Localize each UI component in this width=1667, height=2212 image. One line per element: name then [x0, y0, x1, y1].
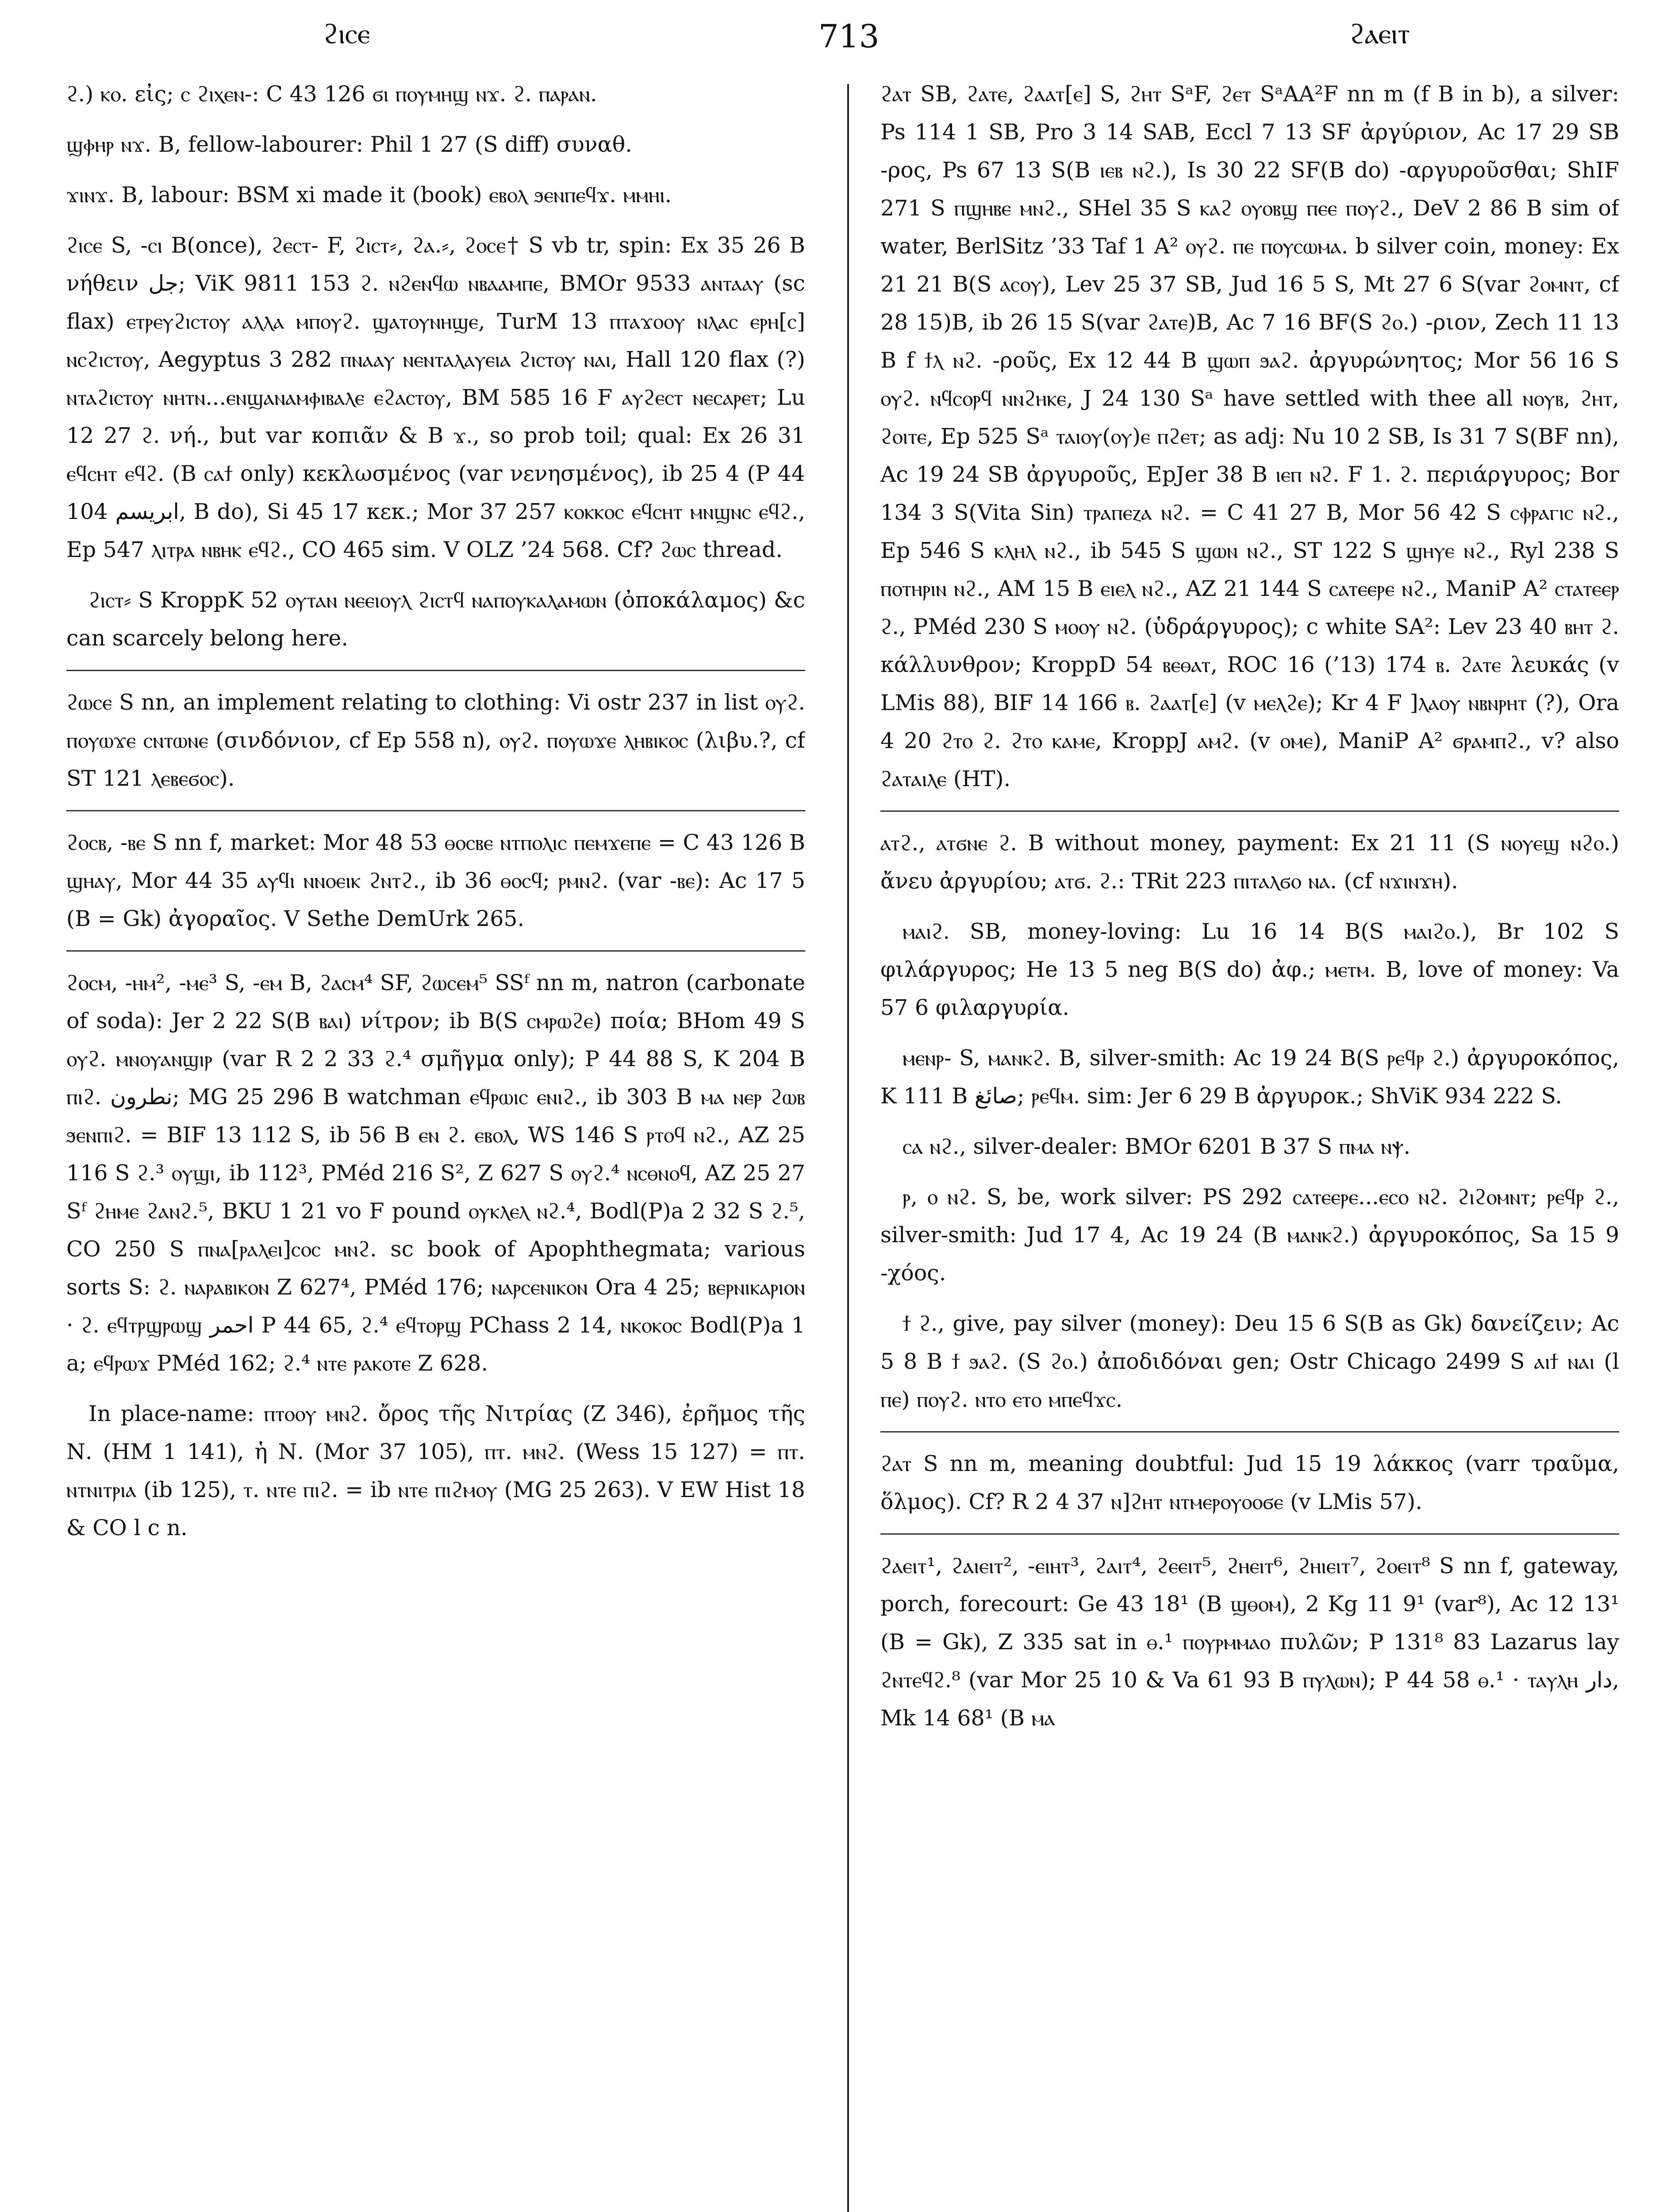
dictionary-entry: ⲙⲁⲓϩ. SB, money-loving: Lu 16 14 B(S ⲙⲁⲓϩⲟ.), Br 102 S φιλάργυρος; He 13 5 neg B(S do) ἀφ.; ⲙⲉⲧⲙ. B, love of money: Va 57 6 φιλαργυρία. — [880, 919, 1619, 1020]
entry-separator — [66, 810, 805, 811]
column-divider — [847, 84, 849, 2212]
dictionary-entry: ϩⲓⲥⲧ⸗ S KroppK 52 ⲟⲩⲧⲁⲛ ⲛⲉⲉⲓⲟⲩⲗ ϩⲓⲥⲧϥ ⲛⲁⲡⲟⲩⲕⲁⲗⲁⲙⲱⲛ (ὀποκάλαμος) &c can scarcely belong here. — [66, 588, 805, 651]
running-head — [66, 18, 1601, 66]
entry-separator — [66, 950, 805, 952]
dictionary-entry: ϩⲟⲥⲙ, -ⲏⲙ², -ⲙⲉ³ S, -ⲉⲙ B, ϩⲁⲥⲙ⁴ SF, ϩⲱⲥⲉⲙ⁵ SSᶠ nn m, natron (carbonate of soda): Jer 2 22 S(B ⲃⲁⲓ) νίτρον; ib B(S ⲥⲙⲣⲱϩⲉ) ποία; BHom 49 S ⲟⲩϩ. ⲙⲛⲟⲩⲁⲛϣⲓⲣ (var R 2 2 33 ϩ.⁴ σμῆγμα only); P 44 88 S, K 204 B ⲡⲓϩ. نطرون; MG 25 296 B watchman ⲉϥⲣⲱⲓⲥ ⲉⲛⲓϩ., ib 303 B ⲙⲁ ⲛⲉⲣ ϩⲱⲃ ϧⲉⲛⲡⲓϩ. = BIF 13 112 S, ib 56 B ⲉⲛ ϩ. ⲉⲃⲟⲗ, WS 146 S ⲣⲧⲟϥ ⲛϩ., AZ 25 116 S ϩ.³ ⲟⲩϣⲓ, ib 112³, PMéd 216 S², Z 627 S ⲟⲩϩ.⁴ ⲛⲥⲑⲛⲟϥ, AZ 25 27 Sᶠ ϩⲏⲙⲉ ϩⲁⲛϩ.⁵, BKU 1 21 vo F pound ⲟⲩⲕⲗⲉⲗ ⲛϩ.⁴, Bodl(P)a 2 32 S ϩ.⁵, CO 250 S ⲡⲛⲁ[ⲣⲁⲗⲉⲓ]ⲥⲟⲥ ⲙⲛϩ. sc book of Apophthegmata; various sorts S: ϩ. ⲛⲁⲣⲁⲃⲓⲕⲟⲛ Z 627⁴, PMéd 176; ⲛⲁⲣⲥⲉⲛⲓⲕⲟⲛ Ora 4 25; ⲃⲉⲣⲛⲓⲕⲁⲣⲓⲟⲛ · ϩ. ⲉϥⲧⲣϣⲣⲱϣ احمر P 44 65, ϩ.⁴ ⲉϥⲧⲟⲣϣ PChass 2 14, ⲛⲕⲟⲕⲟⲥ Bodl(P)a 1 a; ⲉϥⲣⲱϫ PMéd 162; ϩ.⁴ ⲛⲧⲉ ⲣⲁⲕⲟⲧⲉ Z 628. — [66, 970, 805, 1376]
dictionary-entry: In place-name: ⲡⲧⲟⲟⲩ ⲙⲛϩ. ὄρος τῆς Νιτρίας (Z 346), ἐρῆμος τῆς Ν. (HM 1 141), ἡ Ν. (Mor 37 105), ⲡⲧ. ⲙⲛϩ. (Wess 15 127) = ⲡⲧ. ⲛⲧⲛⲓⲧⲣⲓⲁ (ib 125), ⲧ. ⲛⲧⲉ ⲡⲓϩ. = ib ⲛⲧⲉ ⲡⲓϩⲙⲟⲩ (MG 25 263). V EW Hist 18 & CO l c n. — [66, 1401, 805, 1540]
left-column — [66, 75, 805, 2212]
entry-separator — [880, 810, 1619, 812]
dictionary-entry: ϩⲁⲧ S nn m, meaning doubtful: Jud 15 19 λάκκος (varr τραῦμα, ὅλμος). Cf? R 2 4 37 ⲛ]ϩⲏⲧ ⲛⲧⲙⲉⲣⲟⲩⲟⲟϭⲉ (v LMis 57). — [880, 1451, 1619, 1514]
dictionary-entry: ϩⲁⲉⲓⲧ¹, ϩⲁⲓⲉⲓⲧ², -ⲉⲓⲏⲧ³, ϩⲁⲓⲧ⁴, ϩⲉⲉⲓⲧ⁵, ϩⲏⲉⲓⲧ⁶, ϩⲏⲓⲉⲓⲧ⁷, ϩⲟⲉⲓⲧ⁸ S nn f, gateway, porch, forecourt: Ge 43 18¹ (B ϣⲑⲟⲙ), 2 Kg 11 9¹ (var⁸), Ac 12 13¹ (B = Gk), Z 335 sat in ⲑ.¹ ⲡⲟⲩⲣⲙⲙⲁⲟ πυλῶν; P 131⁸ 83 Lazarus lay ϩⲛⲧⲉϥϩ.⁸ (var Mor 25 10 & Va 61 93 B ⲡⲩⲗⲱⲛ); P 44 58 ⲑ.¹ · ⲧⲁⲩⲗⲏ دار, Mk 14 68¹ (B ⲙⲁ — [880, 1553, 1619, 1731]
entry-separator — [880, 1431, 1619, 1432]
left-running-headword: ϩⲓⲥⲉ — [323, 18, 370, 50]
dictionary-entry: ϫⲓⲛϫ. B, labour: BSM xi made it (book) ⲉⲃⲟⲗ ϧⲉⲛⲡⲉϥϫ. ⲙⲙⲏⲓ. — [66, 182, 672, 207]
dictionary-entry: ϩⲟⲥⲃ, -ⲃⲉ S nn f, market: Mor 48 53 ⲑⲟⲥⲃⲉ ⲛⲧⲡⲟⲗⲓⲥ ⲡⲉⲙϫⲉⲡⲉ = C 43 126 B ϣⲏⲁⲩ, Mor 44 35 ⲁⲩϥⲓ ⲛⲛⲟⲉⲓⲕ ϩⲛⲧϩ., ib 36 ⲑⲟⲥϥ; ⲣⲙⲛϩ. (var -ⲃⲉ): Ac 17 5 (B = Gk) ἀγοραῖος. V Sethe DemUrk 265. — [66, 830, 805, 931]
entry-separator — [880, 1533, 1619, 1535]
right-column — [880, 75, 1619, 2212]
dictionary-entry: ⲁⲧϩ., ⲁⲧϭⲛⲉ ϩ. B without money, payment: Ex 21 11 (S ⲛⲟⲩⲉϣ ⲛϩⲟ.) ἄνευ ἀργυρίου; ⲁⲧϭ. ϩ.: TRit 223 ⲡⲓⲧⲁⲗϭⲟ ⲛⲁ. (cf ⲛϫⲓⲛϫⲏ). — [880, 830, 1619, 894]
dictionary-entry: ϩ.) ⲕⲟ. εἰς; ⲥ ϩⲓⲭⲉⲛ-: C 43 126 ϭⲓ ⲡⲟⲩⲙⲏϣ ⲛϫ. ϩ. ⲡⲁⲣⲁⲛ. — [66, 81, 597, 107]
dictionary-entry: ϩⲱⲥⲉ S nn, an implement relating to clothing: Vi ostr 237 in list ⲟⲩϩ. ⲡⲟⲩⲱϫⲉ ⲥⲛⲧⲱⲛⲉ (σινδόνιον, cf Ep 558 n), ⲟⲩϩ. ⲡⲟⲩⲱϫⲉ ⲗⲏⲃⲓⲕⲟⲥ (λιβυ.?, cf ST 121 ⲗⲉⲃⲉϭⲟⲥ). — [66, 690, 805, 791]
dictionary-entry: ϣⲫⲏⲣ ⲛϫ. B, fellow-labourer: Phil 1 27 (S diff) συναθ. — [66, 132, 632, 157]
dictionary-entry: ⲣ, ⲟ ⲛϩ. S, be, work silver: PS 292 ⲥⲁⲧⲉⲉⲣⲉ...ⲉⲥⲟ ⲛϩ. ϩⲓϩⲟⲙⲛⲧ; ⲣⲉϥⲣ ϩ., silver-smith: Jud 17 4, Ac 19 24 (B ⲙⲁⲛⲕϩ.) ἀργυροκόπος, Sa 15 9 -χόος. — [880, 1184, 1619, 1286]
page-number: 713 — [818, 18, 880, 55]
entry-separator — [66, 670, 805, 671]
dictionary-entry: ϩⲁⲧ SB, ϩⲁⲧⲉ, ϩⲁⲁⲧ[ⲉ] S, ϩⲏⲧ SᵃF, ϩⲉⲧ SᵃAA²F nn m (f B in b), a silver: Ps 114 1 SB, Pro 3 14 SAB, Eccl 7 13 SF ἀργύριον, Ac 17 29 SB -ρος, Ps 67 13 S(B ⲓⲉⲃ ⲛϩ.), Is 30 22 SF(B do) -αργυροῦσθαι; ShIF 271 S ⲡϣⲏⲃⲉ ⲙⲛϩ., SHel 35 S ⲕⲁϩ ⲟⲩⲟⲃϣ ⲡⲉⲉ ⲡⲟⲩϩ., DeV 2 86 B sim of water, BerlSitz ’33 Taf 1 A² ⲟⲩϩ. ⲡⲉ ⲡⲟⲩⲥⲱⲙⲁ. b silver coin, money: Ex 21 21 B(S ⲁⲥⲟⲩ), Lev 25 37 SB, Jud 16 5 S, Mt 27 6 S(var ϩⲟⲙⲛⲧ, cf 28 15)B, ib 26 15 S(var ϩⲁⲧⲉ)B, Ac 7 16 BF(S ϩⲟ.) -ριον, Zech 11 13 B f ϯⲗ ⲛϩ. -ροῦς, Ex 12 44 B ϣⲱⲡ ϧⲁϩ. ἀργυρώνητος; Mor 56 16 S ⲟⲩϩ. ⲛϥⲥⲟⲣϥ ⲛⲛϩⲏⲕⲉ, J 24 130 Sᵃ have settled with thee all ⲛⲟⲩⲃ, ϩⲏⲧ, ϩⲟⲓⲧⲉ, Ep 525 Sᵃ ⲧⲁⲓⲟⲩ(ⲟⲩ)ⲉ ⲡϩⲉⲧ; as adj: Nu 10 2 SB, Is 31 7 S(BF nn), Ac 19 24 SB ἀργυροῦς, EpJer 38 B ⲓⲉⲡ ⲛϩ. F 1. ϩ. περιάργυρος; Bor 134 3 S(Vita Sin) ⲧⲣⲁⲡⲉⲍⲁ ⲛϩ. = C 41 27 B, Mor 56 42 S ⲥⲫⲣⲁⲅⲓⲥ ⲛϩ., Ep 546 S ⲕⲗⲏⲗ ⲛϩ., ib 545 S ϣⲱⲛ ⲛϩ., ST 122 S ϣⲏⲩⲉ ⲛϩ., Ryl 238 S ⲡⲟⲧⲏⲣⲓⲛ ⲛϩ., AM 15 B ⲉⲓⲉⲗ ⲛϩ., AZ 21 144 S ⲥⲁⲧⲉⲉⲣⲉ ⲛϩ., ManiP A² ⲥⲧⲁⲧⲉⲉⲣ ϩ., PMéd 230 S ⲙⲟⲟⲩ ⲛϩ. (ὑδράργυρος); c white SA²: Lev 23 40 ⲃⲏⲧ ϩ. κάλλυνθρον; KroppD 54 ⲃⲉⲑⲁⲧ, ROC 16 (’13) 174 ⲃ. ϩⲁⲧⲉ λευκάς (v LMis 88), BIF 14 166 ⲃ. ϩⲁⲁⲧ[ⲉ] (v ⲙⲉⲗϩⲉ); Kr 4 F ]ⲗⲁⲟⲩ ⲛⲃⲛⲣⲏⲧ (?), Ora 4 20 ϩⲧⲟ ϩ. ϩⲧⲟ ⲕⲁⲙⲉ, KroppJ ⲁⲙϩ. (v ⲟⲙⲉ), ManiP A² ϭⲣⲁⲙⲡϩ., v? also ϩⲁⲧⲁⲓⲗⲉ (HT). — [880, 81, 1619, 791]
dictionary-entry: ϩⲓⲥⲉ S, -ⲥⲓ B(once), ϩⲉⲥⲧ- F, ϩⲓⲥⲧ⸗, ϩⲁ.⸗, ϩⲟⲥⲉ† S vb tr, spin: Ex 35 26 B νήθειν جل; ViK 9811 153 ϩ. ⲛϩⲉⲛϥⲱ ⲛⲃⲁⲁⲙⲡⲉ, BMOr 9533 ⲁⲛⲧⲁⲁⲩ (sc flax) ⲉⲧⲣⲉⲩϩⲓⲥⲧⲟⲩ ⲁⲗⲗⲁ ⲙⲡⲟⲩϩ. ϣⲁⲧⲟⲩⲛⲏϣⲉ, TurM 13 ⲡⲧⲁϫⲟⲟⲩ ⲛⲗⲁⲥ ⲉⲣⲏ[ⲥ] ⲛⲥϩⲓⲥⲧⲟⲩ, Aegyptus 3 282 ⲡⲛⲁⲁⲩ ⲛⲉⲛⲧⲁⲗⲁⲩⲉⲓⲁ ϩⲓⲥⲧⲟⲩ ⲛⲁⲓ, Hall 120 flax (?) ⲛⲧⲁϩⲓⲥⲧⲟⲩ ⲛⲏⲧⲛ...ⲉⲛϣⲁⲛⲁⲙⲫⲓⲃⲁⲗⲉ ⲉϩⲁⲥⲧⲟⲩ, BM 585 16 F ⲁⲩϩⲉⲥⲧ ⲛⲉⲥⲁⲣⲉⲧ; Lu 12 27 ϩ. νή., but var κοπιᾶν & B ϫ., so prob toil; qual: Ex 26 31 ⲉϥⲥⲏⲧ ⲉϥϩ. (B ⲥⲁϯ only) κεκλωσμένος (var νενησμένος), ib 25 4 (P 44 104 ابريسم, B do), Si 45 17 κεκ.; Mor 37 257 ⲕⲟⲕⲕⲟⲥ ⲉϥⲥⲏⲧ ⲙⲛϣⲛⲥ ⲉϥϩ., Ep 547 ⲗⲓⲧⲣⲁ ⲛⲃⲏⲕ ⲉϥϩ., CO 465 sim. V OLZ ’24 568. Cf? ϩⲱⲥ thread. — [66, 233, 805, 562]
dictionary-entry: ⲙⲉⲛⲣ- S, ⲙⲁⲛⲕϩ. B, silver-smith: Ac 19 24 B(S ⲣⲉϥⲣ ϩ.) ἀργυροκόπος, K 111 B صائغ; ⲣⲉϥⲙ. sim: Jer 6 29 B ἀργυροκ.; ShViK 934 222 S. — [880, 1045, 1619, 1109]
dictionary-entry: ⲥⲁ ⲛϩ., silver-dealer: BMOr 6201 B 37 S ⲡⲙⲁ ⲛⲯ. — [903, 1134, 1411, 1159]
right-running-headword: ϩⲁⲉⲓⲧ — [1349, 18, 1410, 50]
dictionary-entry: ϯ ϩ., give, pay silver (money): Deu 15 6 S(B as Gk) δανείζειν; Ac 5 8 B ϯ ϧⲁϩ. (S ϩⲟ.) ἀποδιδόναι gen; Ostr Chicago 2499 S ⲁⲓϯ ⲛⲁⲓ (l ⲡⲉ) ⲡⲟⲩϩ. ⲛⲧⲟ ⲉⲧⲟ ⲙⲡⲉϥϫⲥ. — [880, 1311, 1619, 1412]
